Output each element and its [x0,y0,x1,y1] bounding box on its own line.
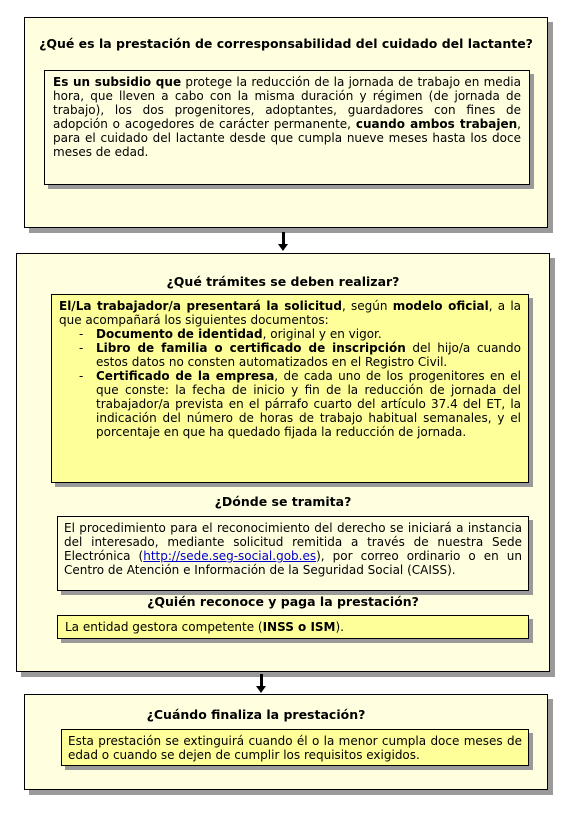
definition-text-2: , para el cuidado del lactante desde que cumpla nueve meses hasta los doce meses de edad. [53,117,521,159]
document-detail: , de cada uno de los progenitores en el que conste: la fecha de inicio y fin de la reducción de jornada del trabajador/a prevista en el párrafo cuarto del artículo 37.4 del ET, la indicación del número de horas de trabajo habitual semanales, y el porcentaje en que ha quedado fijada la reducción de jornada. [96,369,522,439]
definition-text-box [44,70,530,185]
definition-bold-1: Es un subsidio que [53,75,182,89]
procedures-intro-bold-1: El/La trabajador/a presentará la solicitud [59,299,342,313]
document-item [59,369,521,439]
who-bold: INSS o ISM [262,620,336,634]
definition-title: ¿Qué es la prestación de corresponsabilidad del cuidado del lactante? [39,36,533,51]
document-name: Certificado de la empresa [96,369,275,383]
arrow-1-line [282,232,285,244]
documents-list [59,327,521,439]
definition-panel [24,17,548,228]
list-dash: - [79,369,84,383]
who-text-2: ). [335,620,344,634]
list-dash: - [79,341,84,355]
procedures-intro-text-2: , a la que acompañará los siguientes documentos: [59,299,522,327]
end-title: ¿Cuándo finaliza la prestación? [146,707,366,722]
document-name: Libro de familia o certificado de inscripción [96,341,406,355]
procedures-intro-text-1: , según [341,299,393,313]
arrow-2-line [260,674,263,686]
end-text-box [61,729,529,766]
procedures-panel [16,253,550,672]
list-dash: - [79,327,84,341]
document-name: Documento de identidad [96,327,263,341]
where-text-2: ), por correo ordinario o en un Centro de Atención e Información de la Seguridad Social (CAISS). [64,549,522,577]
procedures-text-box [51,294,529,483]
definition-bold-2: cuando ambos trabajen [355,117,518,131]
where-text-box [57,516,529,591]
where-text-1: El procedimiento para el reconocimiento del derecho se iniciará a instancia del interesado, mediante solicitud remitida a través de nuestra Sede Electrónica ( [64,521,522,563]
who-title: ¿Quién reconoce y paga la prestación? [147,594,419,609]
sede-link[interactable]: http://sede.seg-social.gob.es [143,549,317,563]
arrow-1-head [278,244,288,251]
where-title: ¿Dónde se tramita? [214,494,352,509]
procedures-intro-bold-2: modelo oficial [392,299,489,313]
document-item [59,327,521,341]
arrow-2-head [256,686,266,693]
document-detail: del hijo/a cuando estos datos no consten automatizados en el Registro Civil. [96,341,521,369]
document-item [59,341,521,369]
document-detail: , original y en vigor. [262,327,382,341]
definition-text-1: protege la reducción de la jornada de trabajo en media hora, que lleven a cabo con la misma duración y régimen (de jornada de trabajo), los dos progenitores, adoptantes, guardadores con fines de adopción o acogedores de carácter permanente, [53,75,521,131]
procedures-title: ¿Qué trámites se deben realizar? [166,274,400,289]
who-text-box [57,615,529,639]
end-text: Esta prestación se extinguirá cuando él o la menor cumpla doce meses de edad o cuando se dejen de cumplir los requisitos exigidos. [68,734,522,762]
who-text-1: La entidad gestora competente ( [65,620,263,634]
end-panel [24,694,548,790]
